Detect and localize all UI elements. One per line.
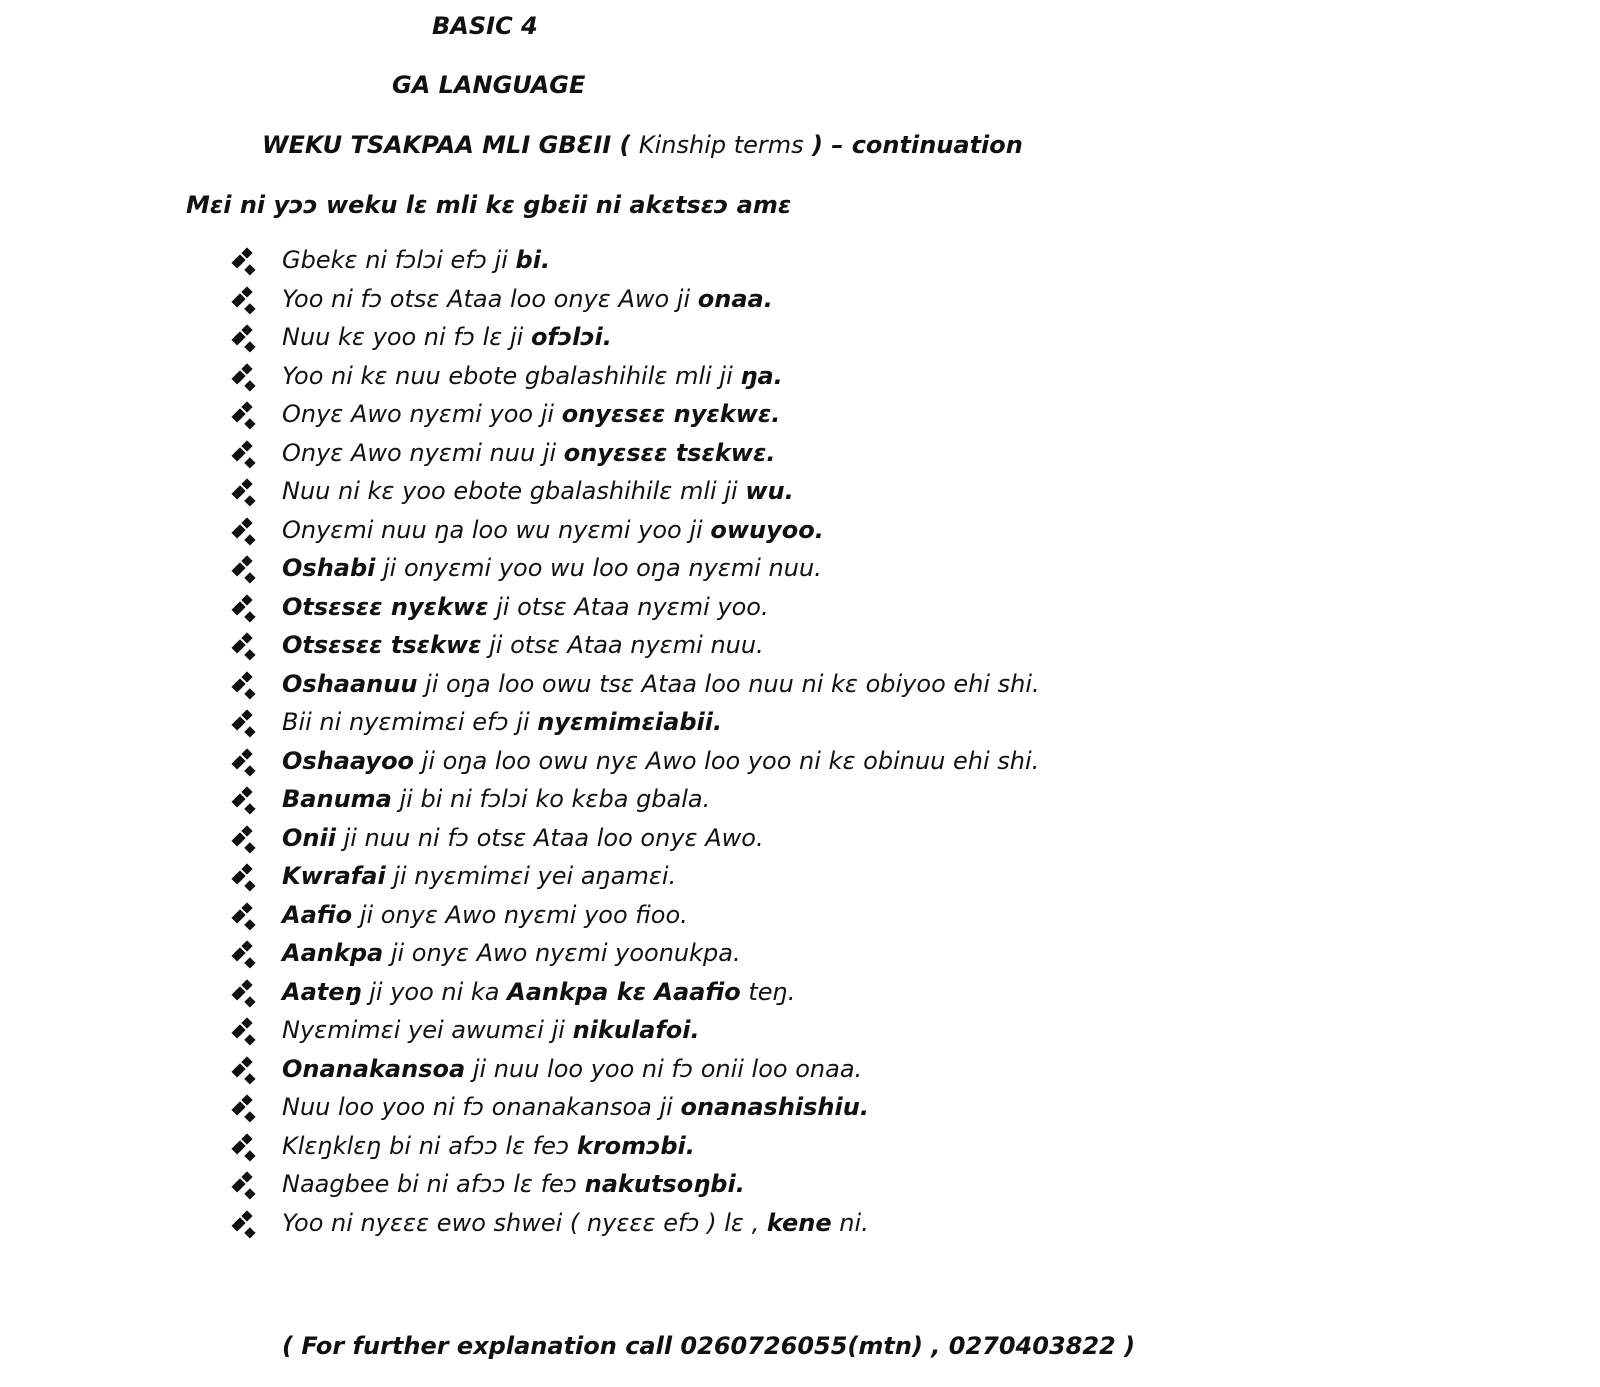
item-term: onanashishiu. <box>680 1093 869 1121</box>
item-term: kene <box>766 1208 832 1237</box>
list-item <box>236 1092 1040 1131</box>
item-text: Naagbee bi ni afɔɔ lɛ feɔ <box>282 1170 585 1198</box>
diamond-bullet-icon <box>236 403 258 425</box>
list-item <box>236 592 1040 631</box>
item-text: ji onyɛ Awo nyɛmi yoonukpa. <box>383 939 741 967</box>
list-item <box>236 399 1040 438</box>
grade-heading: BASIC 4 <box>432 12 538 40</box>
item-text: ji nuu ni fɔ otsɛ Ataa loo onyɛ Awo. <box>335 823 764 852</box>
item-text: teŋ. <box>740 977 796 1006</box>
item-term: Onanakansoa <box>282 1054 466 1083</box>
item-text: ji otsɛ Ataa nyɛmi yoo. <box>488 592 769 621</box>
diamond-bullet-icon <box>236 1173 258 1195</box>
item-text: ji onyɛ Awo nyɛmi yoo fioo. <box>352 900 688 929</box>
item-term: Aateŋ <box>282 977 362 1006</box>
item-text: Yoo ni kɛ nuu ebote gbalashihilɛ mli ji <box>282 361 741 390</box>
item-text: Nyɛmimɛi yei awumɛi ji <box>282 1016 573 1044</box>
diamond-bullet-icon <box>236 365 258 387</box>
item-text: Bii ni nyɛmimɛi efɔ ji <box>282 708 538 736</box>
item-text: Onyɛ Awo nyɛmi nuu ji <box>282 438 564 467</box>
list-item <box>236 515 1040 554</box>
item-text: ji nyɛmimɛi yei aŋamɛi. <box>385 862 677 890</box>
contact-footer: ( For further explanation call 0260726055(mtn) , 0270403822 ) <box>282 1332 1136 1360</box>
item-term: onyɛsɛɛ tsɛkwɛ. <box>563 438 776 467</box>
list-item <box>236 669 1040 708</box>
item-term: onaa. <box>697 284 773 313</box>
item-text: Nuu ni kɛ yoo ebote gbalashihilɛ mli ji <box>282 477 746 505</box>
item-term: wu. <box>745 477 794 505</box>
list-item <box>236 1169 1040 1208</box>
list-item <box>236 938 1040 977</box>
list-item <box>236 823 1040 862</box>
diamond-bullet-icon <box>236 1019 258 1041</box>
list-item <box>236 1015 1040 1054</box>
list-item <box>236 553 1040 592</box>
kinship-list <box>236 245 1040 1246</box>
list-item <box>236 630 1040 669</box>
item-text: ji oŋa loo owu nyɛ Awo loo yoo ni kɛ obinuu ehi shi. <box>414 746 1040 775</box>
item-text: ji onyɛmi yoo wu loo oŋa nyɛmi nuu. <box>375 554 822 582</box>
intro-line: Mɛi ni yɔɔ weku lɛ mli kɛ gbɛii ni akɛtsɛɔ amɛ <box>186 191 792 219</box>
list-item <box>236 1054 1040 1093</box>
list-item <box>236 245 1040 284</box>
list-item <box>236 1208 1040 1247</box>
diamond-bullet-icon <box>236 981 258 1003</box>
item-term: bi. <box>515 246 551 274</box>
list-item <box>236 476 1040 515</box>
item-text: ji bi ni fɔlɔi ko kɛba gbala. <box>391 785 711 813</box>
item-term: Oshabi <box>282 554 376 582</box>
diamond-bullet-icon <box>236 788 258 810</box>
subject-heading: GA LANGUAGE <box>392 71 586 99</box>
item-text: Yoo ni fɔ otsɛ Ataa loo onyɛ Awo ji <box>282 284 698 313</box>
diamond-bullet-icon <box>236 480 258 502</box>
item-term: ŋa. <box>740 361 783 390</box>
diamond-bullet-icon <box>236 673 258 695</box>
item-term: Banuma <box>282 785 392 813</box>
item-text: Onyɛmi nuu ŋa loo wu nyɛmi yoo ji <box>282 515 711 544</box>
diamond-bullet-icon <box>236 288 258 310</box>
diamond-bullet-icon <box>236 1096 258 1118</box>
diamond-bullet-icon <box>236 865 258 887</box>
diamond-bullet-icon <box>236 711 258 733</box>
diamond-bullet-icon <box>236 442 258 464</box>
item-term: owuyoo. <box>710 515 824 544</box>
list-item <box>236 861 1040 900</box>
diamond-bullet-icon <box>236 750 258 772</box>
diamond-bullet-icon <box>236 827 258 849</box>
item-text: ji oŋa loo owu tsɛ Ataa loo nuu ni kɛ obiyoo ehi shi. <box>417 669 1040 698</box>
topic-english: Kinship terms <box>638 131 804 159</box>
item-term: Otsɛsɛɛ tsɛkwɛ <box>282 631 482 659</box>
item-text: Yoo ni nyɛɛɛ ewo shwei ( nyɛɛɛ efɔ ) lɛ , <box>282 1208 767 1237</box>
list-item <box>236 284 1040 323</box>
item-text: ji otsɛ Ataa nyɛmi nuu. <box>481 631 764 659</box>
item-text: Klɛŋklɛŋ bi ni afɔɔ lɛ feɔ <box>282 1131 577 1160</box>
diamond-bullet-icon <box>236 1135 258 1157</box>
list-item <box>236 1131 1040 1170</box>
item-term: Oshaanuu <box>282 669 418 698</box>
item-text: Nuu kɛ yoo ni fɔ lɛ ji <box>282 323 531 351</box>
topic-heading <box>262 130 1023 160</box>
item-term: Onii <box>282 823 336 852</box>
diamond-bullet-icon <box>236 557 258 579</box>
item-term: Aankpa <box>282 939 384 967</box>
diamond-bullet-icon <box>236 634 258 656</box>
diamond-bullet-icon <box>236 326 258 348</box>
diamond-bullet-icon <box>236 519 258 541</box>
diamond-bullet-icon <box>236 1212 258 1234</box>
item-term: Otsɛsɛɛ nyɛkwɛ <box>282 592 489 621</box>
item-term: onyɛsɛɛ nyɛkwɛ. <box>561 400 781 428</box>
diamond-bullet-icon <box>236 249 258 271</box>
list-item <box>236 977 1040 1016</box>
item-term: kromɔbi. <box>576 1131 695 1160</box>
item-term: Kwrafai <box>282 862 386 890</box>
item-text: ji yoo ni ka <box>361 977 508 1006</box>
diamond-bullet-icon <box>236 942 258 964</box>
item-text: Onyɛ Awo nyɛmi yoo ji <box>282 400 562 428</box>
list-item <box>236 322 1040 361</box>
list-item <box>236 438 1040 477</box>
list-item <box>236 784 1040 823</box>
item-text: ni. <box>831 1208 869 1237</box>
item-text: ji nuu loo yoo ni fɔ onii loo onaa. <box>465 1054 863 1083</box>
list-item <box>236 900 1040 939</box>
topic-main: WEKU TSAKPAA MLI GBƐII ( <box>262 131 639 159</box>
item-term: Oshaayoo <box>282 746 415 775</box>
item-term: nikulafoi. <box>572 1016 700 1044</box>
item-term: Aankpa kɛ Aaafio <box>507 977 741 1006</box>
diamond-bullet-icon <box>236 904 258 926</box>
list-item <box>236 707 1040 746</box>
item-term: nyɛmimɛiabii. <box>537 708 723 736</box>
list-item <box>236 361 1040 400</box>
item-text: Gbekɛ ni fɔlɔi efɔ ji <box>282 246 516 274</box>
item-term: nakutsoŋbi. <box>584 1170 745 1198</box>
item-text: Nuu loo yoo ni fɔ onanakansoa ji <box>282 1093 681 1121</box>
list-item <box>236 746 1040 785</box>
diamond-bullet-icon <box>236 1058 258 1080</box>
diamond-bullet-icon <box>236 596 258 618</box>
topic-end: ) – continuation <box>803 131 1023 159</box>
item-term: ofɔlɔi. <box>530 323 612 351</box>
item-term: Aafio <box>282 900 353 929</box>
